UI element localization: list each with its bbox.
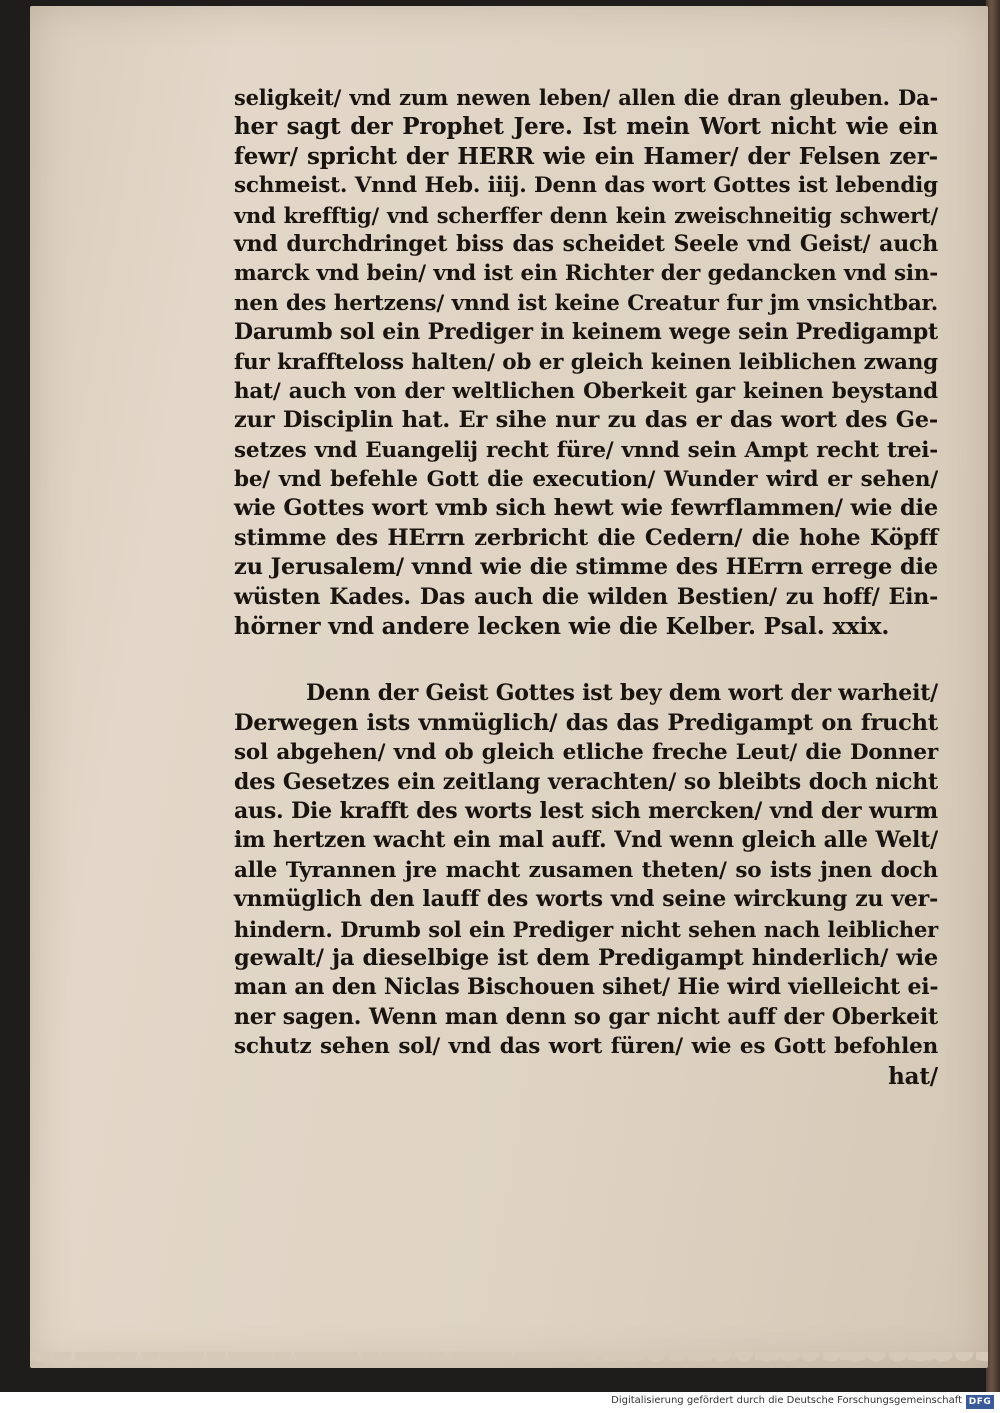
paragraph-2	[234, 679, 938, 1090]
text-line: sol abgehen/ vnd ob gleich etliche freche Leut/ die Donner	[234, 740, 938, 766]
footer-credit: Digitalisierung gefördert durch die Deutsche Forschungsgemeinschaft	[611, 1395, 962, 1406]
text-line: vnd krefftig/ vnd scherffer denn kein zweischneitig schwert/	[234, 202, 938, 228]
paper-ragged-edge	[30, 1352, 988, 1374]
text-line: zur Disciplin hat. Er sihe nur zu das er das wort des Ge-	[234, 407, 938, 434]
text-line: Denn der Geist Gottes ist bey dem wort der warheit/	[306, 680, 939, 707]
catchword: hat/	[888, 1062, 938, 1090]
text-line: her sagt der Prophet Jere. Ist mein Wort nicht wie ein	[234, 113, 938, 141]
dfg-logo-icon: DFG	[966, 1395, 994, 1409]
text-line: hat/ auch von der weltlichen Oberkeit gar keinen beystand	[234, 378, 938, 404]
text-line: vnd durchdringet biss das scheidet Seele vnd Geist/ auch	[234, 230, 938, 257]
paragraph-1	[234, 83, 938, 641]
text-line: Derwegen ists vnmüglich/ das das Predigampt on frucht	[234, 709, 938, 736]
text-line: zu Jerusalem/ vnnd wie die stimme des HErrn errege die	[234, 554, 938, 581]
text-line: des Gesetzes ein zeitlang verachten/ so bleibts doch nicht	[234, 768, 938, 795]
page-text	[234, 83, 938, 1091]
text-line: im hertzen wacht ein mal auff. Vnd wenn gleich alle Welt/	[234, 827, 938, 854]
text-line: vnmüglich den lauff des worts vnd seine wirckung zu ver-	[234, 886, 938, 913]
text-line: schutz sehen sol/ vnd das wort füren/ wie es Gott befohlen	[234, 1034, 938, 1060]
text-line: man an den Niclas Bischouen sihet/ Hie wird vielleicht ei-	[234, 974, 939, 1001]
text-line: ner sagen. Wenn man denn so gar nicht auff der Oberkeit	[234, 1003, 938, 1030]
text-line: hörner vnd andere lecken wie die Kelber. Psal. xxix.	[234, 613, 890, 641]
text-line: setzes vnd Euangelij recht füre/ vnnd sein Ampt recht trei-	[234, 437, 938, 463]
text-line: alle Tyrannen jre macht zusamen theten/ so ists jnen doch	[234, 857, 938, 883]
text-line: marck vnd bein/ vnd ist ein Richter der gedancken vnd sin-	[234, 261, 938, 287]
text-line: stimme des HErrn zerbricht die Cedern/ die hohe Köpff	[234, 524, 938, 551]
text-line: be/ vnd befehle Gott die execution/ Wunder wird er sehen/	[234, 467, 938, 493]
text-line: nen des hertzens/ vnnd ist keine Creatur fur jm vnsichtbar.	[234, 290, 938, 316]
book-cover-edge	[986, 0, 1000, 1392]
text-line: gewalt/ ja dieselbige ist dem Predigampt hinderlich/ wie	[234, 944, 938, 971]
text-line: Darumb sol ein Prediger in keinem wege sein Predigampt	[234, 319, 938, 346]
text-line: fur kraffteloss halten/ ob er gleich keinen leiblichen zwang	[234, 349, 938, 375]
text-line: aus. Die krafft des worts lest sich mercken/ vnd der wurm	[234, 797, 938, 824]
text-line: schmeist. Vnnd Heb. iiij. Denn das wort Gottes ist lebendig	[234, 173, 938, 199]
text-line: wüsten Kades. Das auch die wilden Bestien/ zu hoff/ Ein-	[234, 583, 938, 610]
text-line: seligkeit/ vnd zum newen leben/ allen die dran gleuben. Da-	[234, 85, 938, 110]
text-line: hindern. Drumb sol ein Prediger nicht sehen nach leiblicher	[234, 916, 938, 942]
text-line: fewr/ spricht der HERR wie ein Hamer/ der Felsen zer-	[234, 142, 938, 170]
text-line: wie Gottes wort vmb sich hewt wie fewrflammen/ wie die	[234, 495, 938, 522]
